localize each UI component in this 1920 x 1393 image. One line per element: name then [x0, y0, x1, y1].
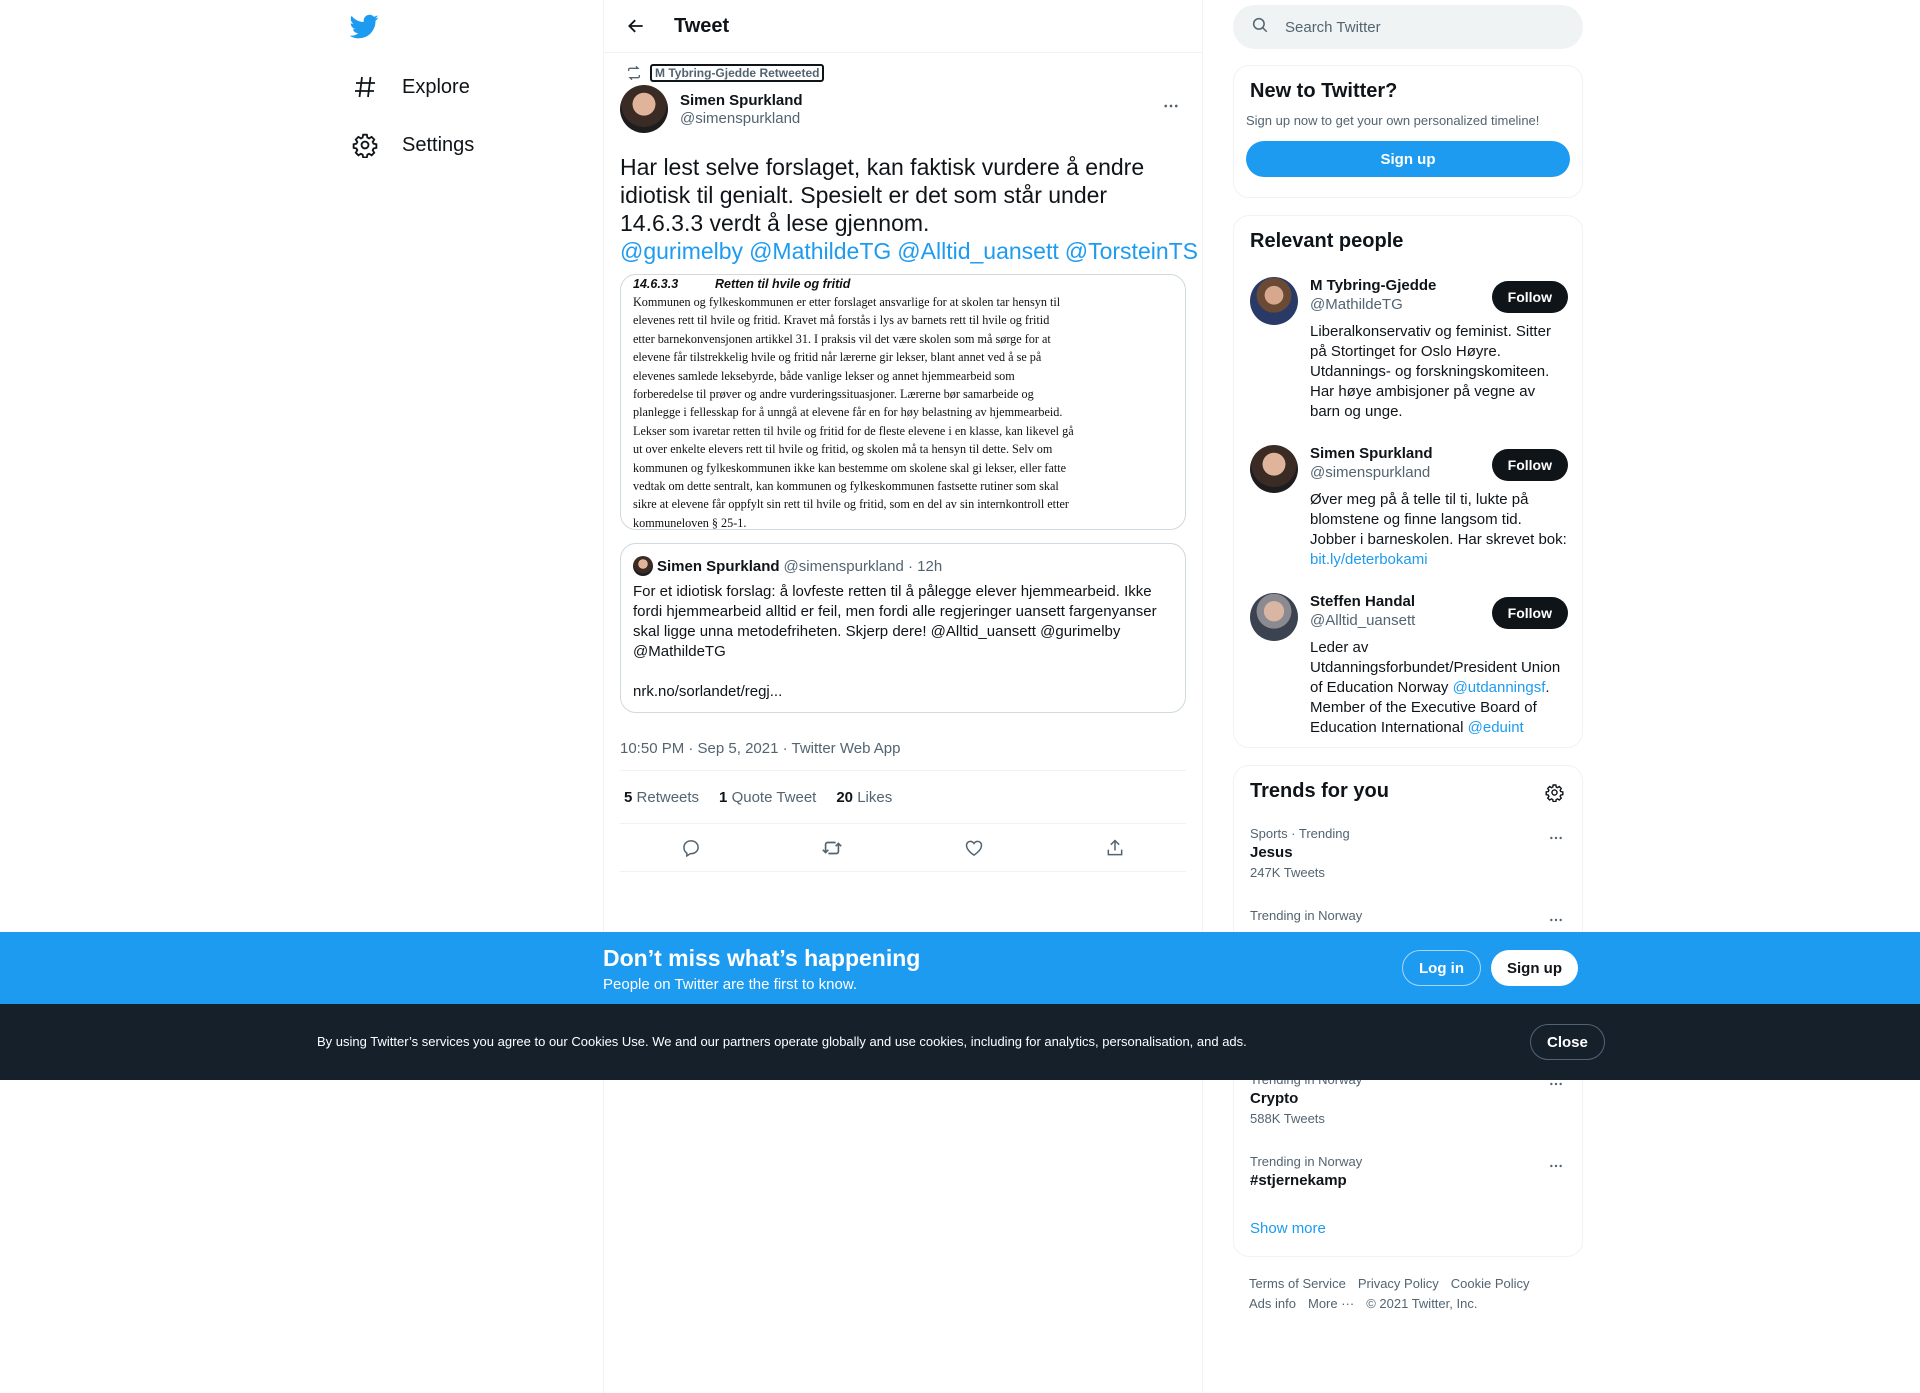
retweets-stat[interactable]	[624, 789, 699, 806]
person-bio-text: . Member of the Executive Board of Education International	[1310, 679, 1550, 736]
doc-section-number: 14.6.3.3	[633, 277, 679, 291]
trend-count: 588K Tweets	[1250, 1111, 1325, 1126]
avatar[interactable]	[1250, 277, 1298, 325]
retweet-icon	[620, 65, 650, 81]
author-handle[interactable]: @simenspurkland	[680, 109, 801, 127]
quoted-tweet-header	[633, 556, 1173, 576]
log-in-button[interactable]: Log in	[1402, 950, 1481, 986]
author-names	[680, 92, 803, 127]
trend-category: Sports · Trending	[1250, 826, 1350, 841]
follow-button[interactable]: Follow	[1492, 281, 1568, 313]
mention-link[interactable]: @gurimelby	[620, 238, 744, 264]
more-options-icon[interactable]	[1544, 1154, 1568, 1178]
nav-settings[interactable]	[350, 120, 474, 170]
search-icon	[1251, 16, 1271, 39]
like-heart-icon[interactable]	[956, 830, 992, 866]
doc-line: kommuneloven § 25-1.	[633, 515, 747, 530]
new-to-twitter-title: New to Twitter?	[1250, 80, 1398, 102]
quoted-author-name: Simen Spurkland	[657, 557, 780, 575]
trend-name: Crypto	[1250, 1090, 1299, 1107]
avatar[interactable]	[620, 85, 668, 133]
doc-line: elevenes rett til hvile og fritid. Kravet må forstås i lys av barnets rett til hvile og fritid	[633, 313, 1050, 328]
quotes-count: 1	[719, 788, 728, 806]
relevant-people-title: Relevant people	[1250, 230, 1404, 252]
retweet-context	[620, 63, 1186, 83]
doc-line: ut over enkelte elevers rett til hvile og fritid, og skolen må ta hensyn til dette. Selv om	[633, 442, 1053, 457]
tweet-header	[604, 0, 1202, 53]
quoted-tweet[interactable]	[620, 543, 1186, 713]
tweet-mentions	[620, 237, 1199, 265]
sign-up-button[interactable]: Sign up	[1491, 950, 1578, 986]
tweet-actions	[620, 824, 1186, 872]
person-bio: Liberalkonservativ og feminist. Sitter på Stortinget for Oslo Høyre. Utdannings- og forskningskomiteen. Har høye ambisjoner på vegne av barn og unge.	[1310, 323, 1551, 420]
quoted-tweet-text: For et idiotisk forslag: å lovfeste retten til å pålegge elever hjemmearbeid. Ikke fordi hjemmearbeid alltid er feil, men fordi alle regjeringer uansett fargenyanser skal ligge unna metodefriheten. Skjerp dere! @Alltid_uansett @gurimelby @MathildeTG nrk.no/sorlandet/regj...	[633, 583, 1157, 700]
author-name[interactable]: Simen Spurkland	[680, 91, 803, 109]
trend-item[interactable]	[1250, 1072, 1568, 1126]
tweet-author	[620, 85, 1186, 133]
quotes-label: Quote Tweet	[731, 788, 817, 806]
retweets-label: Retweets	[636, 788, 700, 806]
doc-line: elevenes samlede leksebyrde, både vanlige lekser og annet hjemmearbeid som	[633, 368, 1015, 383]
back-arrow-icon[interactable]	[618, 8, 654, 44]
more-options-icon[interactable]	[1544, 826, 1568, 850]
likes-count: 20	[836, 788, 854, 806]
trend-category: Trending in Norway	[1250, 908, 1363, 923]
banner-subtitle: People on Twitter are the first to know.	[603, 976, 858, 993]
person-bio	[1310, 638, 1568, 738]
doc-section-title: Retten til hvile og fritid	[715, 277, 851, 291]
trend-item[interactable]	[1250, 1154, 1568, 1189]
bio-link[interactable]: @utdanningsf	[1452, 679, 1546, 696]
nav-settings-label: Settings	[402, 133, 475, 156]
trend-name: #stjernekamp	[1250, 1172, 1347, 1189]
doc-line: elevene får tilstrekkelig hvile og fritid når lærerne gir lekser, blant annet ved å se på	[633, 350, 1042, 365]
footer-link[interactable]: Terms of Service	[1249, 1276, 1346, 1291]
retweeted-by-link[interactable]: M Tybring-Gjedde Retweeted	[650, 64, 824, 82]
person-handle[interactable]: @Alltid_uansett	[1310, 612, 1416, 629]
search-box[interactable]	[1233, 5, 1583, 49]
likes-label: Likes	[857, 788, 893, 806]
avatar	[633, 556, 653, 576]
retweet-icon[interactable]	[814, 830, 850, 866]
nav-explore[interactable]	[350, 62, 470, 112]
doc-line: Kommunen og fylkeskommunen er etter forslaget ansvarlige for at skolen tar hensyn til	[633, 295, 1061, 309]
doc-heading	[633, 277, 1173, 291]
doc-line: planlegge i fellesskap for å unngå at elevene får en for høy belastning av hjemmearbeid.	[633, 405, 1063, 420]
trend-item[interactable]	[1250, 826, 1568, 880]
gear-icon	[350, 130, 380, 160]
follow-button[interactable]: Follow	[1492, 449, 1568, 481]
bio-link[interactable]: @eduint	[1467, 719, 1524, 736]
relevant-people-panel	[1233, 215, 1583, 748]
twitter-logo-icon[interactable]	[350, 12, 383, 45]
footer-links	[1249, 1274, 1579, 1314]
page-title: Tweet	[674, 14, 730, 37]
doc-line: sikre at elevene får oppfylt sin rett til hvile og fritid, som en del av sin internkontroll etter	[633, 497, 1069, 512]
avatar[interactable]	[1250, 445, 1298, 493]
avatar[interactable]	[1250, 593, 1298, 641]
copyright: © 2021 Twitter, Inc.	[1366, 1296, 1478, 1311]
mention-link[interactable]: @MathildeTG	[749, 238, 892, 264]
cookie-banner	[0, 1004, 1920, 1080]
doc-line: vedtak om dette sentralt, kan kommunen og fylkeskommunen fastsette rutiner som skal	[633, 479, 1059, 494]
gear-icon[interactable]	[1542, 780, 1566, 804]
close-button[interactable]: Close	[1530, 1024, 1605, 1060]
footer-link[interactable]: More ···	[1307, 1296, 1355, 1311]
doc-line: forberedelse til prøver og andre vurderingssituasjoner. Lærerne bør samarbeide og	[633, 387, 1034, 402]
trend-name: Jesus	[1250, 844, 1293, 861]
footer-link[interactable]: Cookie Policy	[1450, 1276, 1530, 1291]
show-more-link[interactable]: Show more	[1250, 1220, 1326, 1237]
cookie-text: By using Twitter’s services you agree to our Cookies Use. We and our partners operate globally and use cookies, including for analytics, personalisation, and ads.	[317, 1034, 1247, 1049]
person-name[interactable]: Simen Spurkland	[1310, 445, 1433, 462]
new-to-twitter-panel	[1233, 65, 1583, 198]
footer-link[interactable]: Ads info	[1249, 1296, 1296, 1311]
trend-count: 247K Tweets	[1250, 865, 1325, 880]
more-options-icon[interactable]	[1544, 908, 1568, 932]
trend-item[interactable]	[1250, 908, 1568, 926]
tweet-image[interactable]	[620, 274, 1186, 530]
tweet-timestamp[interactable]: 10:50 PM · Sep 5, 2021 · Twitter Web App	[620, 727, 1186, 771]
banner-title: Don’t miss what’s happening	[603, 945, 921, 971]
sign-up-button[interactable]: Sign up	[1246, 141, 1570, 177]
person-handle[interactable]: @simenspurkland	[1310, 464, 1431, 481]
quoted-author-handle: @simenspurkland · 12h	[783, 557, 943, 575]
person-bio	[1310, 490, 1568, 570]
person-name[interactable]: M Tybring-Gjedde	[1310, 277, 1437, 294]
quotes-stat[interactable]	[719, 789, 816, 806]
person-handle[interactable]: @MathildeTG	[1310, 296, 1403, 313]
new-to-twitter-subtitle: Sign up now to get your own personalized timeline!	[1246, 113, 1540, 128]
tweet-text: Har lest selve forslaget, kan faktisk vurdere å endre idiotisk til genialt. Spesielt er det som står under 14.6.3.3 verdt å lese gjennom.	[620, 154, 1145, 236]
retweets-count: 5	[624, 788, 633, 806]
person-name[interactable]: Steffen Handal	[1310, 593, 1416, 610]
main-column	[603, 0, 1203, 1393]
doc-line: Lekser som ivaretar retten til hvile og fritid for de fleste elevene i en klasse, kan likevel gå	[633, 423, 1074, 438]
doc-line: etter barnekonvensjonen artikkel 31. I praksis vil det være skolen som må sørge for at	[633, 331, 1051, 346]
nav-explore-label: Explore	[402, 75, 470, 98]
person-bio-text: Leder av Utdanningsforbundet/President Union of Education Norway	[1310, 639, 1561, 696]
bio-link[interactable]: bit.ly/deterbokami	[1310, 551, 1428, 568]
footer-link[interactable]: Privacy Policy	[1357, 1276, 1439, 1291]
tweet-detail	[604, 63, 1202, 872]
mention-link[interactable]: @TorsteinTS	[1064, 238, 1199, 264]
mention-link[interactable]: @Alltid_uansett	[897, 238, 1059, 264]
trend-category: Trending in Norway	[1250, 1154, 1363, 1169]
tweet-stats	[620, 771, 1186, 824]
follow-button[interactable]: Follow	[1492, 597, 1568, 629]
search-input[interactable]	[1285, 19, 1565, 36]
more-options-icon[interactable]	[1156, 91, 1186, 121]
doc-line: kommunen og fylkeskommunen ikke kan bestemme om skolene skal gi lekser, eller fatte	[633, 460, 1067, 475]
person-bio-text: Øver meg på å telle til ti, lukte på blomstene og finne langsom tid. Jobber i barneskolen. Har skrevet bok:	[1310, 491, 1567, 548]
reply-icon[interactable]	[673, 830, 709, 866]
signup-banner	[0, 932, 1920, 1004]
share-icon[interactable]	[1097, 830, 1133, 866]
likes-stat[interactable]	[836, 789, 892, 806]
trends-title: Trends for you	[1250, 780, 1389, 802]
hashtag-icon	[350, 72, 380, 102]
